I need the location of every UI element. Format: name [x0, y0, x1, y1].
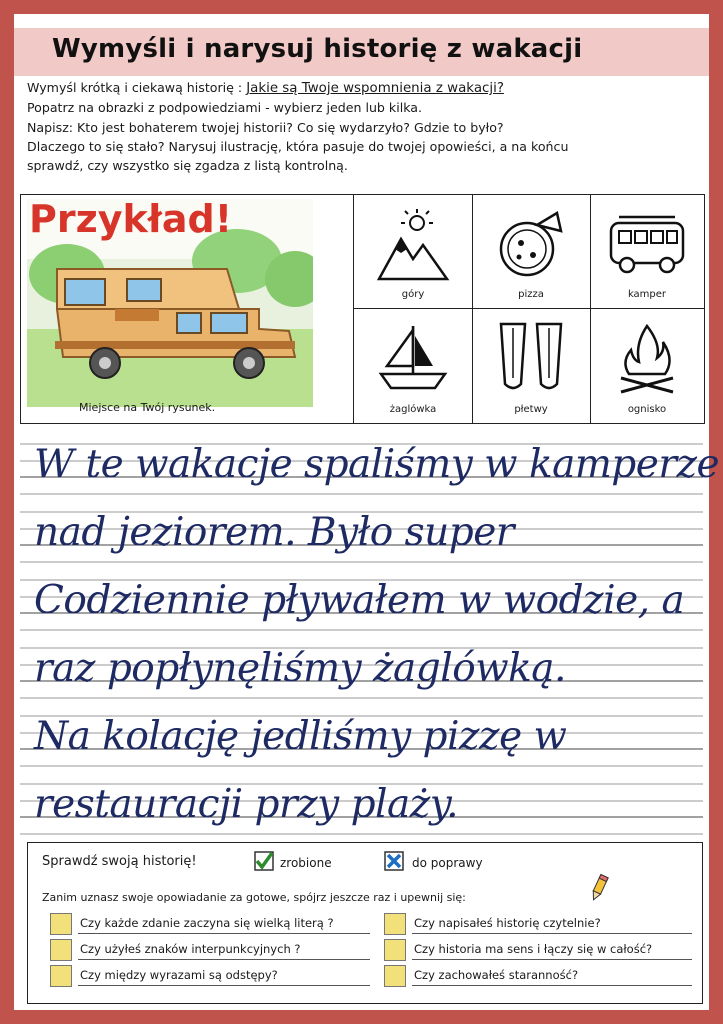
writing-lines: [20, 434, 720, 854]
drawing-space-caption: Miejsce na Twój rysunek.: [79, 401, 216, 414]
checkbox[interactable]: [50, 965, 72, 987]
hint-label: płetwy: [514, 404, 548, 415]
checklist-item-text: Czy zachowałeś staranność?: [414, 968, 579, 982]
sailboat-icon: [373, 318, 453, 398]
checklist-underline: [412, 933, 692, 934]
instruction-line-3: Napisz: Kto jest bohaterem twojej historii? Co się wydarzyło? Gdzie to było?: [27, 119, 504, 135]
pizza-icon: [491, 205, 571, 285]
hint-label: żaglówka: [389, 404, 437, 415]
checklist-item-text: Czy napisałeś historię czytelnie?: [414, 916, 601, 930]
checkbox[interactable]: [384, 939, 406, 961]
checkbox[interactable]: [50, 939, 72, 961]
story-line: Na kolację jedliśmy pizzę w: [34, 714, 567, 759]
page-title: Wymyśli i narysuj historię z wakacji: [52, 34, 583, 64]
checklist-item[interactable]: [384, 965, 704, 987]
worksheet-page: [14, 14, 720, 1010]
example-label: Przykład!: [29, 197, 233, 241]
instruction-question: Jakie są Twoje wspomnienia z wakacji?: [246, 81, 504, 96]
legend-done-label: zrobione: [280, 856, 332, 870]
instructions: [27, 78, 707, 175]
story-line: Codziennie pływałem w wodzie, a: [34, 578, 685, 623]
checkbox[interactable]: [384, 965, 406, 987]
mountains-icon: [373, 205, 453, 285]
checklist-item-text: Czy każde zdanie zaczyna się wielką literą ?: [80, 916, 334, 930]
camper-van-icon: [605, 205, 689, 285]
checklist-underline: [412, 985, 692, 986]
checklist-item-text: Czy historia ma sens i łączy się w całość?: [414, 942, 653, 956]
checklist-item-text: Czy między wyrazami są odstępy?: [80, 968, 278, 982]
instruction-line-5: sprawdź, czy wszystko się zgadza z listą kontrolną.: [27, 158, 348, 174]
checkbox[interactable]: [384, 913, 406, 935]
x-mark-icon: [384, 851, 404, 871]
hint-cell-flippers: [472, 308, 591, 423]
story-line: nad jeziorem. Było super: [34, 510, 514, 555]
instruction-prefix: Wymyśl krótką i ciekawą historię :: [27, 80, 243, 95]
picture-section: [20, 194, 705, 424]
checklist-box: [27, 842, 703, 1004]
checklist-heading: Sprawdź swoją historię!: [42, 854, 197, 869]
hint-cell-mountains: [354, 195, 473, 309]
checklist-underline: [78, 959, 370, 960]
story-line: raz popłynęliśmy żaglówką.: [34, 646, 566, 691]
checklist-item-text: Czy użyłeś znaków interpunkcyjnych ?: [80, 942, 301, 956]
hint-cell-camper: [590, 195, 704, 309]
checklist-item[interactable]: [384, 913, 704, 935]
hint-label: ognisko: [627, 404, 667, 415]
hint-label: pizza: [518, 289, 544, 300]
checklist-underline: [78, 933, 370, 934]
checklist-item[interactable]: [50, 939, 370, 961]
campfire-icon: [607, 318, 687, 398]
checklist-item[interactable]: [50, 965, 370, 987]
checklist-item[interactable]: [384, 939, 704, 961]
flippers-icon: [491, 318, 571, 398]
checklist-item[interactable]: [50, 913, 370, 935]
hint-label: góry: [401, 289, 425, 300]
instruction-line-4: Dlaczego to się stało? Narysuj ilustrację, która pasuje do twojej opowieści, a na końcu: [27, 138, 569, 154]
checklist-underline: [412, 959, 692, 960]
instruction-line-1: [27, 78, 707, 98]
hint-cell-sailboat: [354, 308, 473, 423]
instruction-line-2: Popatrz na obrazki z podpowiedziami - wybierz jeden lub kilka.: [27, 100, 423, 116]
legend-fix-label: do poprawy: [412, 856, 483, 870]
story-line: W te wakacje spaliśmy w kamperze: [34, 442, 720, 487]
story-line: restauracji przy plaży.: [34, 782, 459, 827]
example-drawing-panel: [21, 195, 354, 423]
checklist-underline: [78, 985, 370, 986]
check-mark-icon: [254, 851, 274, 871]
checkbox[interactable]: [50, 913, 72, 935]
hint-cell-pizza: [472, 195, 591, 309]
hint-label: kamper: [627, 289, 667, 300]
checklist-intro: Zanim uznasz swoje opowiadanie za gotowe, spójrz jeszcze raz i upewnij się:: [42, 891, 466, 904]
pencil-icon: [588, 873, 610, 903]
hint-grid: [354, 195, 704, 423]
hint-cell-campfire: [590, 308, 704, 423]
